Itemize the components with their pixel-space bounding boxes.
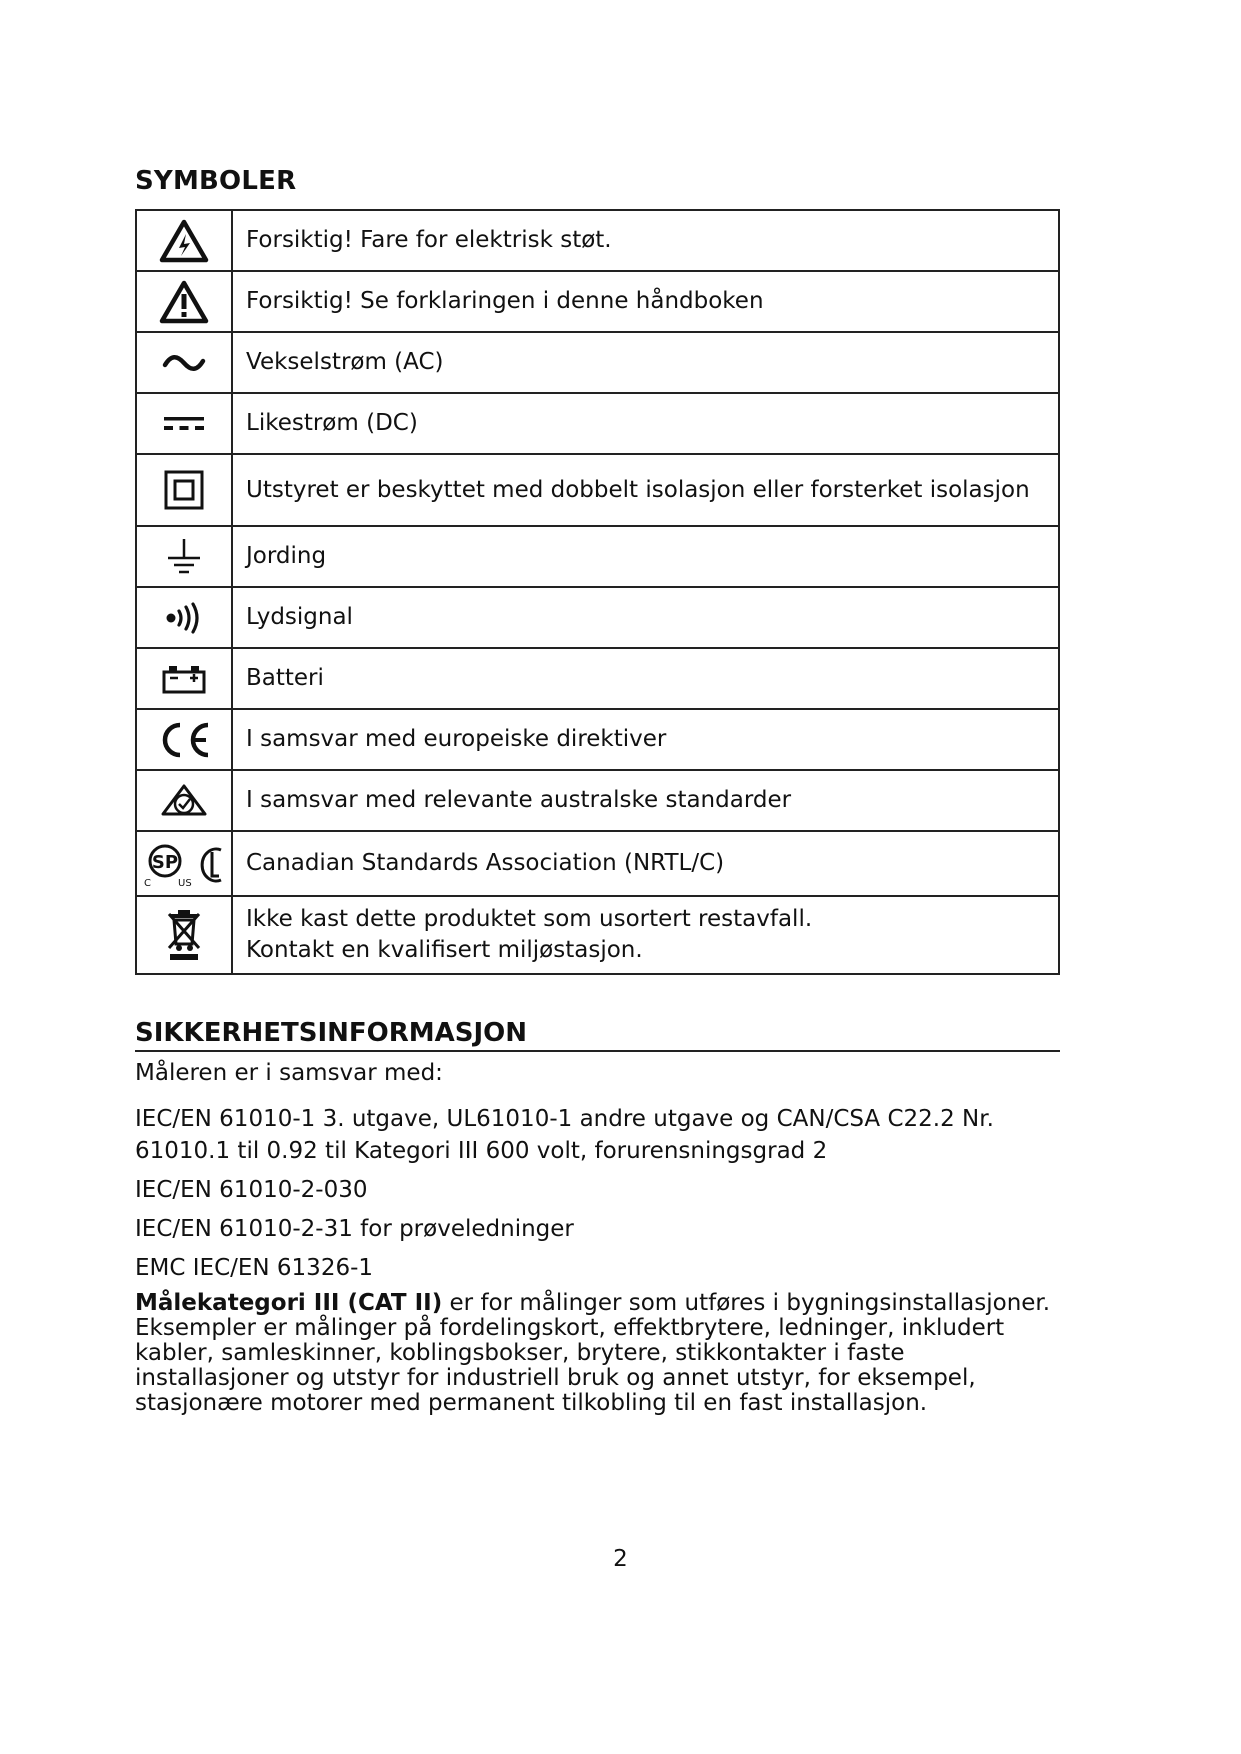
table-row — [136, 587, 1059, 648]
ac-current-icon — [161, 353, 207, 373]
table-row — [136, 526, 1059, 587]
table-row — [136, 770, 1059, 831]
safety-intro: Måleren er i samsvar med: — [135, 1060, 443, 1086]
symbols-table — [135, 209, 1060, 975]
weee-line-2: Kontakt en kvalifisert miljøstasjon. — [246, 937, 643, 963]
audible-signal-icon — [164, 602, 204, 634]
double-insulation-icon — [164, 470, 204, 510]
symbol-description: Utstyret er beskyttet med dobbelt isolasjon eller forsterket isolasjon — [232, 454, 1059, 526]
csa-mark-icon — [139, 840, 229, 888]
csa-us-label: US — [178, 877, 192, 888]
symbol-description: I samsvar med europeiske direktiver — [232, 709, 1059, 770]
symbol-description — [232, 896, 1059, 974]
weee-line-1: Ikke kast dette produktet som usortert restavfall. — [246, 906, 813, 932]
symbol-description: Forsiktig! Fare for elektrisk støt. — [232, 210, 1059, 271]
table-row — [136, 896, 1059, 974]
electric-shock-warning-icon — [159, 219, 209, 263]
standard-item: EMC IEC/EN 61326-1 — [135, 1255, 374, 1281]
symbol-description: Batteri — [232, 648, 1059, 709]
safety-heading: SIKKERHETSINFORMASJON — [135, 1018, 1060, 1052]
table-row — [136, 454, 1059, 526]
ce-mark-icon — [156, 720, 212, 760]
weee-bin-icon — [166, 908, 202, 962]
dc-current-icon — [162, 414, 206, 434]
standard-item: IEC/EN 61010-2-31 for prøveledninger — [135, 1216, 574, 1242]
table-row — [136, 271, 1059, 332]
standard-item: IEC/EN 61010-2-030 — [135, 1177, 368, 1203]
category-description: er for målinger som utføres i bygningsinstallasjoner. Eksempler er målinger på fordelingskort, effektbrytere, ledninger, inkludert kabler, samleskinner, koblingsbokser, brytere, stikkontakter i faste installasjoner og utstyr for industriell bruk og annet utstyr, for eksempel, stasjonære motorer med permanent tilkobling til en fast installasjon. — [135, 1290, 1051, 1416]
symbol-description: Likestrøm (DC) — [232, 393, 1059, 454]
symbol-description: Jording — [232, 526, 1059, 587]
symbol-description: Forsiktig! Se forklaringen i denne håndboken — [232, 271, 1059, 332]
rcm-mark-icon — [160, 783, 208, 819]
page-number: 2 — [613, 1546, 628, 1572]
table-row — [136, 332, 1059, 393]
symbol-description: Vekselstrøm (AC) — [232, 332, 1059, 393]
standard-item: IEC/EN 61010-1 3. utgave, UL61010-1 andre utgave og CAN/CSA C22.2 Nr. 61010.1 til 0.92 til Kategori III 600 volt, forurensningsgrad 2 — [135, 1106, 994, 1164]
caution-warning-icon — [159, 280, 209, 324]
battery-icon — [161, 663, 207, 695]
symbol-description: Canadian Standards Association (NRTL/C) — [232, 831, 1059, 896]
measurement-category-paragraph — [135, 1291, 1060, 1416]
table-row — [136, 648, 1059, 709]
table-row — [136, 210, 1059, 271]
symbol-description: Lydsignal — [232, 587, 1059, 648]
table-row — [136, 709, 1059, 770]
ground-icon — [164, 537, 204, 577]
category-bold-label: Målekategori III (CAT II) — [135, 1290, 443, 1316]
table-row — [136, 831, 1059, 896]
table-row — [136, 393, 1059, 454]
safety-section — [135, 1018, 1060, 1416]
csa-c-label: C — [144, 877, 151, 888]
symbol-description: I samsvar med relevante australske standarder — [232, 770, 1059, 831]
symbols-heading: SYMBOLER — [135, 166, 297, 196]
svg-text:SP: SP — [151, 851, 179, 873]
